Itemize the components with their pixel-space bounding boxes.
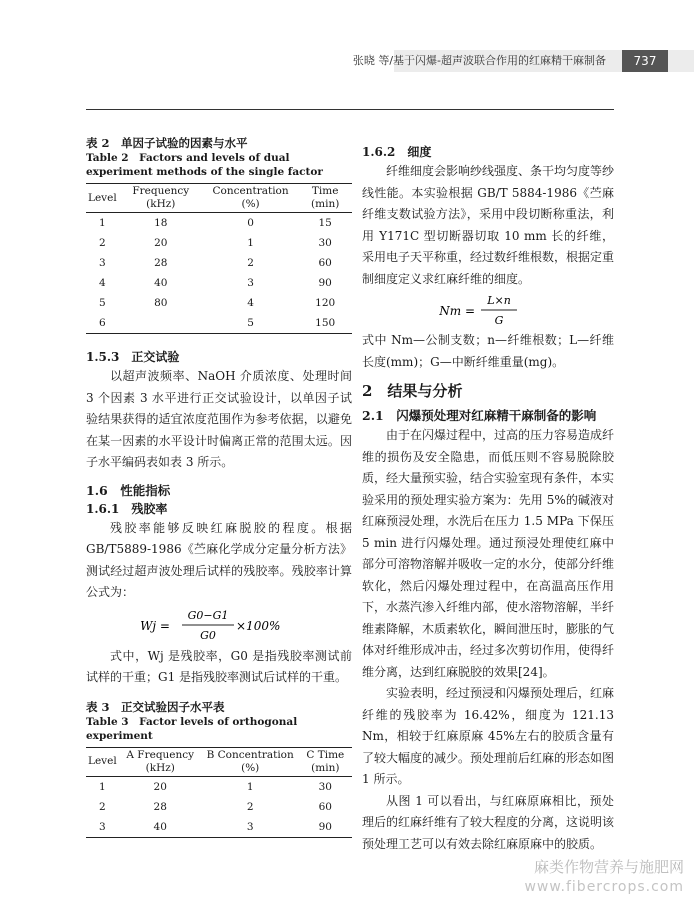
table2-col-level: Level [86,184,119,213]
table-cell: 20 [153,780,167,793]
table3-header-row [86,747,352,776]
watermark-site-name: 麻类作物营养与施肥网 [533,858,684,876]
formula-lhs: Nm = [439,304,475,318]
header-rule [86,109,614,110]
table-row [86,253,352,273]
formula-denominator: G0 [200,628,216,642]
section-1-6-heading: 1.6 性能指标 [86,482,171,498]
table-cell: 60 [318,800,332,813]
table-cell: 4 [99,277,106,289]
table-cell: 3 [247,277,254,289]
table-cell: 2 [246,800,254,813]
table-cell: 90 [299,817,352,838]
table-cell: 1 [246,780,254,793]
formula-numerator: L×n [487,294,511,307]
table-row [86,313,352,334]
section-2-1-heading: 2.1 闪爆预处理对红麻精干麻制备的影响 [362,408,597,423]
table3-caption-en: Table 3 Factor levels of orthogonal experiment [86,715,298,742]
table-cell: 40 [119,817,202,838]
table-cell: 60 [318,257,332,269]
table2-col-time: Time (min) [298,184,352,213]
formula-tail: ×100% [236,618,281,633]
table-cell: 2 [247,257,254,269]
table-cell: 5 [99,297,106,309]
running-header-title: 张晓 等/基于闪爆-超声波联合作用的红麻精干麻制备 [352,54,606,67]
table-row [86,797,352,817]
section-1-5-3-heading: 1.5.3 正交试验 [86,350,180,364]
table-cell: 15 [318,217,332,229]
table3-col-level: Level [86,747,119,776]
table2-header-row [86,184,352,213]
left-column [86,135,352,838]
table3-col-c: C Time (min) [299,747,352,776]
table-row [86,776,352,797]
table2 [86,183,352,334]
table-cell: 1 [99,780,106,793]
section-1-6-1-heading: 1.6.1 残胶率 [86,501,168,516]
table2-caption-cn: 表 2 单因子试验的因素与水平 [86,136,248,150]
table-cell: 40 [154,277,168,289]
table-row [86,817,352,838]
formula-numerator: G0−G1 [187,608,229,622]
table-cell: 120 [315,297,336,309]
page-number: 737 [622,50,668,72]
section-2-1-paragraph-2: 实验表明，经过预浸和闪爆预处理后，红麻纤维的残胶率为 16.42%，细度为 121.13 Nm，相较于红麻原麻 45%左右的胶质含量有了较大幅度的减少。预处理前后红麻的形态如图 1 所示。 [362,686,615,786]
table-cell: 2 [99,800,106,813]
section-1-6-2-definition: 式中 Nm—公制支数；n—纤维根数；L—纤维长度(mm)；G—中断纤维重量(mg)。 [362,333,614,369]
formula-denominator: G [494,314,504,327]
table2-col-concentration: Concentration (%) [203,184,299,213]
table-cell: 3 [202,817,299,838]
table-cell: 18 [154,217,168,229]
table-cell: 5 [203,313,299,334]
residual-gum-formula [86,604,352,646]
table-cell: 20 [154,237,168,249]
table-cell: 6 [86,313,119,334]
table3-caption-cn: 表 3 正交试验因子水平表 [86,699,225,714]
table-row [86,273,352,293]
table-cell: 150 [298,313,352,334]
fineness-formula [362,290,614,330]
table-cell: 3 [99,257,106,269]
table-cell: 80 [154,297,168,309]
table3-col-a: A Frequency (kHz) [119,747,202,776]
table-cell: 30 [318,780,332,793]
table-cell: 4 [247,297,254,309]
section-2-heading: 2 结果与分析 [362,382,463,400]
table-row [86,233,352,253]
section-1-6-2-paragraph: 纤维细度会影响纱线强度、条干均匀度等纱线性能。本实验根据 GB/T 5884-1986《苎麻纤维支数试验方法》，采用中段切断称重法，利用 Y171C 型切断器切取 10 mm 长的纤维，采用电子天平称重，经过数纤维根数，根据定重制细度定义求红麻纤维的细度。 [362,164,615,286]
table2-caption-en: Table 2 Factors and levels of dual experiment methods of the single factor [86,152,323,178]
table-cell [119,313,203,334]
table-cell: 30 [318,237,332,249]
section-2-1-paragraph-3: 从图 1 可以看出，与红麻原麻相比，预处理后的红麻纤维有了较大程度的分离，这说明该预处理工艺可以有效去除红麻原麻中的胶质。 [362,793,615,851]
section-2-1-paragraph-1: 由于在闪爆过程中，过高的压力容易造成纤维的损伤及安全隐患，而低压则不容易脱除胶质，经大量预实验，结合实验室现有条件，本实验采用的预处理实验方案为：先用 5%的碱液对红麻预浸处理，水洗后在压力 1.5 MPa 下保压 5 min 进行闪爆处理。通过预浸处理使红麻中部分可溶物溶解并吸收一定的水分，使部分纤维软化，然后闪爆处理过程中，在高温高压作用下，水蒸汽渗入纤维内部，使水溶物溶解，半纤维素降解，木质素软化，瞬间泄压时，膨胀的气体对纤维形成冲击，经过多次剪切作用，使得纤维分离，达到红麻脱胶的效果[24]。 [362,428,615,679]
table-cell: 90 [318,277,332,289]
table-cell: 1 [99,217,106,229]
watermark-url: www.fibercrops.com [524,879,684,895]
table-cell: 28 [154,257,168,269]
table-cell: 1 [247,237,254,249]
table-cell: 3 [86,817,119,838]
section-1-6-1-paragraph: 残胶率能够反映红麻脱胶的程度。根据 GB/T5889-1986《苎麻化学成分定量分析方法》测试经过超声波处理后试样的残胶率。残胶率计算公式为： [86,520,352,599]
table3-col-b: B Concentration (%) [202,747,299,776]
table2-col-frequency: Frequency (kHz) [119,184,203,213]
table-cell: 2 [99,237,106,249]
table-row [86,213,352,234]
table3 [86,747,352,838]
section-1-6-2-heading: 1.6.2 细度 [362,145,432,159]
right-column [362,135,614,855]
section-1-5-3-paragraph: 以超声波频率、NaOH 介质浓度、处理时间 3 个因素 3 水平进行正交试验设计，以单因子试验结果获得的适宜浓度范围作为参考依据，以避免在某一因素的水平设计时偏离正常的范围太远。因子水平编码表如表 3 所示。 [86,369,352,469]
section-1-6-1-definition: 式中，Wj 是残胶率，G0 是指残胶率测试前试样的干重；G1 是指残胶率测试后试样的干重。 [86,648,352,684]
table-cell: 0 [247,217,254,229]
table-row [86,293,352,313]
table-cell: 28 [153,800,167,813]
formula-lhs: Wj = [140,618,170,633]
